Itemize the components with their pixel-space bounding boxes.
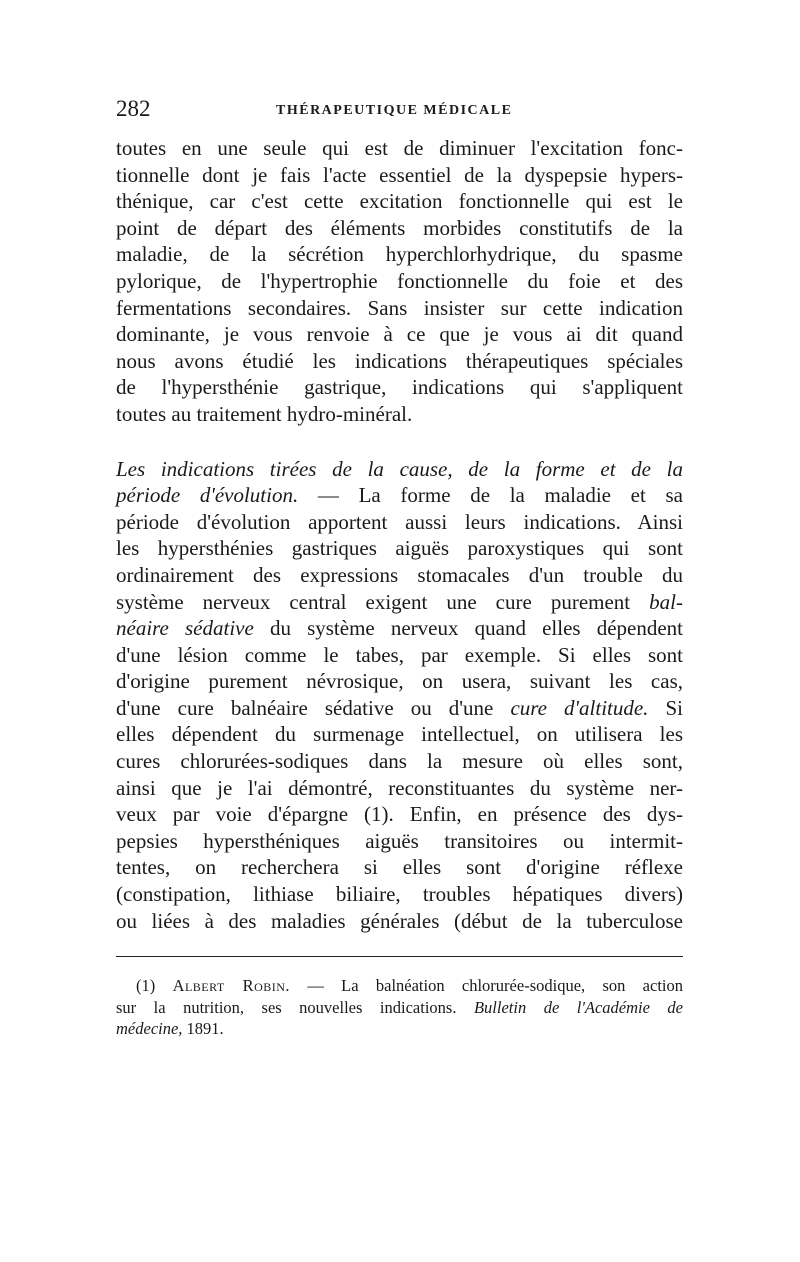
text-line: dominante, je vous renvoie à ce que je vous ai dit quand [116, 322, 683, 347]
footnote-line: sur la nutrition, ses nouvelles indications. Bulletin de l'Académie de [116, 997, 683, 1017]
text-line: période d'évolution. — La forme de la maladie et sa [116, 483, 683, 508]
page-header [116, 95, 683, 135]
footnote-author: Albert Robin. [172, 976, 291, 996]
text-line: tentes, on recherchera si elles sont d'origine réflexe [116, 855, 683, 880]
text-line: période d'évolution apportent aussi leurs indications. Ainsi [116, 509, 683, 534]
text-line: de l'hypersthénie gastrique, indications qui s'appliquent [116, 375, 683, 400]
text-line: pylorique, de l'hypertrophie fonctionnelle du foie et des [116, 268, 683, 293]
journal-title: Bulletin de l'Académie de [473, 997, 683, 1017]
text-line: ainsi que je l'ai démontré, reconstituantes du système ner- [116, 775, 683, 800]
footnote-line: (1) Albert Robin. — La balnéation chlorurée-sodique, son action [136, 976, 683, 996]
paragraph-1 [116, 135, 683, 428]
text-line [116, 456, 683, 483]
text-line: toutes en une seule qui est de diminuer l'excitation fonc- [116, 136, 683, 160]
text-line: thénique, car c'est cette excitation fonctionnelle qui est le [116, 189, 683, 214]
journal-title: médecine, [116, 1019, 183, 1039]
text-line: d'une lésion comme le tabes, par exemple. Si elles sont [116, 642, 683, 667]
text-line: (constipation, lithiase biliaire, troubles hépatiques divers) [116, 882, 683, 907]
footnote-line: médecine, 1891. [116, 1019, 224, 1039]
text-line: d'origine purement névrosique, on usera, suivant les cas, [116, 669, 683, 694]
text-line: maladie, de la sécrétion hyperchlorhydrique, du spasme [116, 242, 683, 267]
italic-term: bal- [649, 589, 683, 614]
text-line: nous avons étudié les indications thérapeutiques spéciales [116, 348, 683, 373]
italic-term: néaire sédative [116, 616, 254, 641]
text-line: les hypersthénies gastriques aiguës paroxystiques qui sont [116, 536, 683, 561]
paragraph-2 [116, 456, 683, 935]
text-line: néaire sédative du système nerveux quand elles dépendent [116, 616, 683, 641]
page-number: 282 [116, 96, 151, 121]
text-line: pepsies hypersthéniques aiguës transitoires ou intermit- [116, 828, 683, 853]
text-line: ou liées à des maladies générales (début de la tuberculose [116, 908, 683, 933]
section-heading-italic: Les indications tirées de la cause, de la forme et de la [116, 456, 683, 481]
text-line: elles dépendent du surmenage intellectuel, on utilisera les [116, 722, 683, 747]
paragraph-gap [116, 428, 683, 456]
book-page [116, 95, 683, 1040]
text-line: veux par voie d'épargne (1). Enfin, en présence des dys- [116, 802, 683, 827]
text-line: tionnelle dont je fais l'acte essentiel de la dyspepsie hypers- [116, 162, 683, 187]
section-heading-italic: période d'évolution. [116, 483, 299, 508]
italic-term: cure d'altitude. [510, 695, 649, 720]
text-line: d'une cure balnéaire sédative ou d'une cure d'altitude. Si [116, 695, 684, 720]
footnote [116, 975, 683, 1040]
text-line: fermentations secondaires. Sans insister sur cette indication [116, 295, 683, 320]
text-line: toutes au traitement hydro-minéral. [116, 401, 413, 426]
text-line: système nerveux central exigent une cure purement bal- [116, 589, 683, 614]
running-head: THÉRAPEUTIQUE MÉDICALE [276, 103, 513, 118]
text-line: point de départ des éléments morbides constitutifs de la [116, 215, 683, 240]
text-line: cures chlorurées-sodiques dans la mesure où elles sont, [116, 749, 683, 774]
text-line: ordinairement des expressions stomacales d'un trouble du [116, 562, 683, 587]
footnote-rule [116, 956, 683, 957]
